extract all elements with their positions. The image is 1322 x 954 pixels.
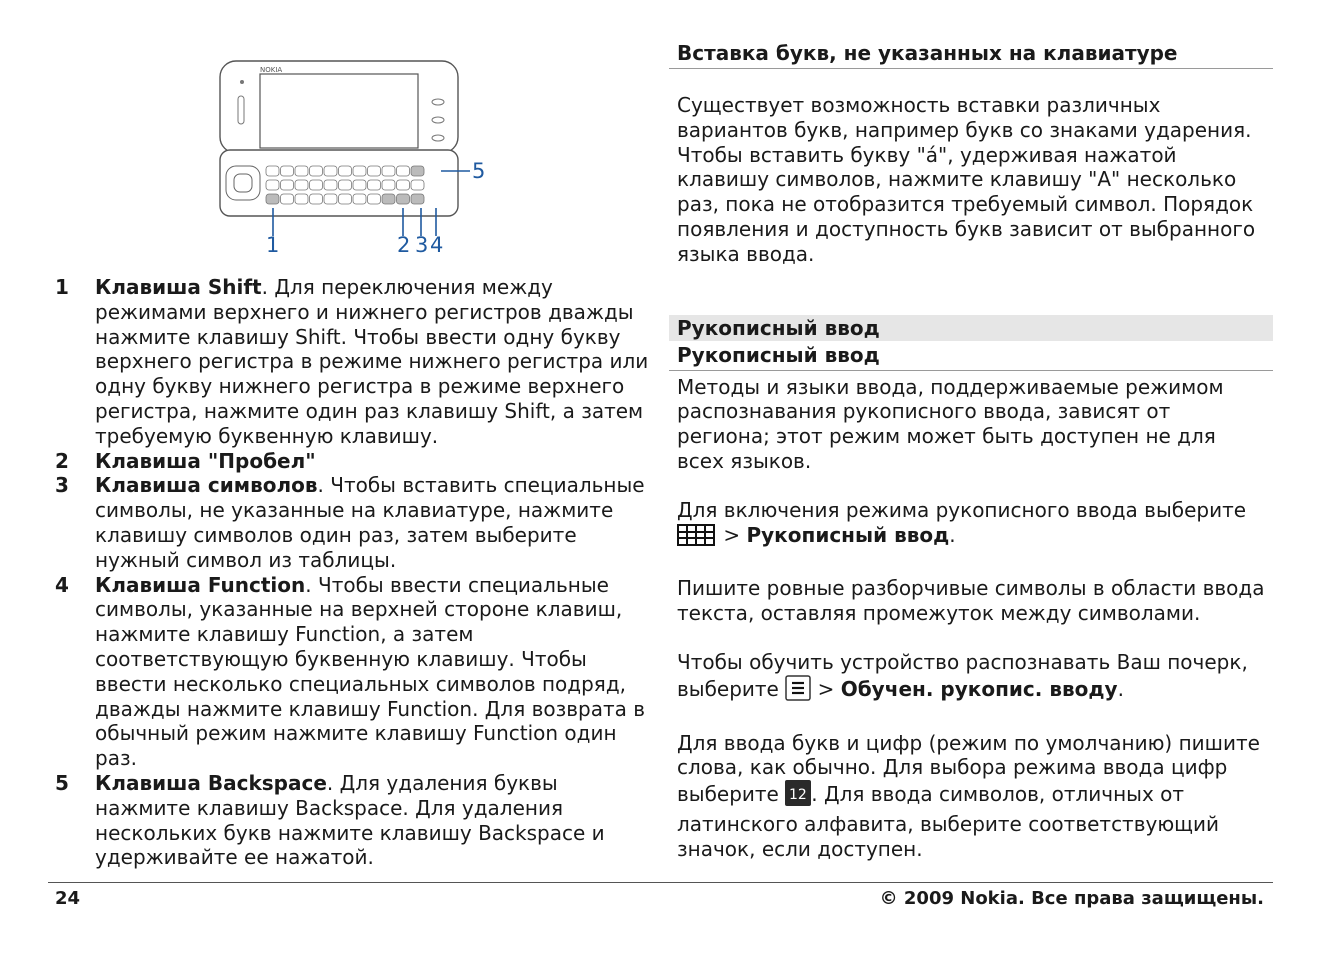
keyboard-key xyxy=(368,166,381,176)
enable-text: Для включения режима рукописного ввода выберите xyxy=(677,497,1247,522)
legend-title: Клавиша Function xyxy=(95,572,306,597)
menu-path-train: Обучен. рукопис. вводу xyxy=(840,676,1118,701)
numeric-icon-label: 12 xyxy=(789,787,808,804)
legend-number: 4 xyxy=(55,572,69,597)
keyboard-key xyxy=(295,194,308,204)
legend-text: . Чтобы ввести специальные символы, указанные на верхней стороне клавиш, нажмите клавишу Function, а затем соответствующую буквенную клавишу. Чтобы ввести несколько специальных символов подряд, дважды нажмите клавишу Function. Для возврата в обычный режим нажмите клавишу Function один раз. xyxy=(95,572,646,771)
keyboard-key xyxy=(324,194,337,204)
keyboard-key xyxy=(397,180,410,190)
paragraph-input-mode xyxy=(669,731,1273,862)
paragraph-handwriting-regions: Методы и языки ввода, поддерживаемые режимом распознавания рукописного ввода, зависят от региона; этот режим может быть доступен не для всех языков. xyxy=(677,374,1224,473)
keyboard-key xyxy=(324,166,337,176)
keyboard-key xyxy=(353,194,366,204)
legend-item-4 xyxy=(55,573,655,771)
keyboard-key xyxy=(411,180,424,190)
train-text: Чтобы обучить устройство распознавать Ваш почерк, выберите xyxy=(677,649,1248,701)
callout-5: 5 xyxy=(472,159,486,183)
keyboard-key xyxy=(411,166,424,176)
keyboard-key xyxy=(382,194,395,204)
legend-item-1 xyxy=(55,275,655,449)
keyboard-key xyxy=(266,194,279,204)
path-separator: > xyxy=(811,676,841,701)
keyboard-keys xyxy=(266,166,424,204)
legend-number: 5 xyxy=(55,770,69,795)
callout-2: 2 xyxy=(397,233,411,257)
legend-number: 2 xyxy=(55,448,69,473)
legend-item-3 xyxy=(55,473,655,572)
legend-text: . Для удаления буквы нажмите клавишу Backspace. Для удаления нескольких букв нажмите клавишу Backspace и удерживайте ее нажатой. xyxy=(95,770,605,870)
menu-path-handwriting: Рукописный ввод xyxy=(746,522,950,547)
keyboard-key xyxy=(310,194,323,204)
callout-3: 3 xyxy=(415,233,429,257)
legend-text: . Для переключения между режимами верхнего и нижнего регистров дважды нажмите клавишу Shift. Чтобы ввести одну букву верхнего регистра в режиме нижнего регистра или одну букву нижнего регистра в режиме верхнего регистра, нажмите один раз клавишу Shift, а затем требуемую буквенную клавишу. xyxy=(95,275,649,448)
path-separator: > xyxy=(717,522,747,547)
phone-keyboard-illustration xyxy=(210,58,500,258)
keyboard-key xyxy=(353,180,366,190)
legend-title: Клавиша "Пробел" xyxy=(95,448,316,473)
period: . xyxy=(949,522,956,547)
keyboard-key xyxy=(353,166,366,176)
page-number: 24 xyxy=(55,888,81,909)
callout-4: 4 xyxy=(430,233,444,257)
brand-label: NOKIA xyxy=(260,66,283,74)
keyboard-key xyxy=(339,194,352,204)
options-menu-icon[interactable] xyxy=(785,675,811,707)
paragraph-enable-handwriting xyxy=(669,498,1273,553)
legend-number: 3 xyxy=(55,473,69,498)
keyboard-key xyxy=(310,180,323,190)
legend-item-2 xyxy=(55,449,655,474)
legend-title: Клавиша символов xyxy=(95,473,318,498)
section-title-handwriting: Рукописный ввод xyxy=(669,341,1273,371)
numeric-mode-icon[interactable] xyxy=(785,780,811,812)
section-bar-handwriting: Рукописный ввод xyxy=(669,315,1273,341)
keyboard-key xyxy=(382,180,395,190)
keyboard-key xyxy=(339,166,352,176)
keyboard-key xyxy=(339,180,352,190)
keyboard-key xyxy=(324,180,337,190)
keyboard-key xyxy=(281,194,294,204)
legend-title: Клавиша Backspace xyxy=(95,770,327,795)
legend-text: . Чтобы вставить специальные символы, не указанные на клавиатуре, нажмите клавишу символов один раз, затем выберите нужный символ из таблицы. xyxy=(95,473,645,572)
copyright: © 2009 Nokia. Все права защищены. xyxy=(879,888,1264,909)
keyboard-key xyxy=(397,194,410,204)
input-mode-text-2: . Для ввода символов, отличных от латинского алфавита, выберите соответствующий значок, если доступен. xyxy=(677,782,1220,861)
keyboard-key xyxy=(397,166,410,176)
legend-number: 1 xyxy=(55,275,69,299)
keyboard-key xyxy=(281,180,294,190)
key-legend-list xyxy=(55,275,655,870)
keyboard-key xyxy=(266,166,279,176)
legend-title: Клавиша Shift xyxy=(95,275,262,299)
keyboard-key xyxy=(266,180,279,190)
footer-divider xyxy=(48,882,1273,883)
grid-menu-icon[interactable] xyxy=(677,523,717,553)
paragraph-insert-letters: Существует возможность вставки различных вариантов букв, например букв со знаками ударения. Чтобы вставить букву "á", удерживая нажатой клавишу символов, нажмите клавишу "A" несколько раз, пока не отобразится требуемый символ. Порядок появления и доступность букв зависит от выбранного языка ввода. xyxy=(677,93,1256,266)
phone-drawing xyxy=(210,58,500,258)
keyboard-key xyxy=(310,166,323,176)
keyboard-key xyxy=(295,166,308,176)
keyboard-key xyxy=(368,194,381,204)
input-mode-text: Для ввода букв и цифр (режим по умолчанию) пишите слова, как обычно. Для выбора режима ввода цифр выберите xyxy=(677,730,1260,807)
keyboard-key xyxy=(382,166,395,176)
keyboard-key xyxy=(295,180,308,190)
section-title-insert-letters: Вставка букв, не указанных на клавиатуре xyxy=(669,38,1273,69)
keyboard-key xyxy=(368,180,381,190)
paragraph-write-clearly: Пишите ровные разборчивые символы в области ввода текста, оставляя промежуток между символами. xyxy=(677,576,1265,626)
keyboard-key xyxy=(411,194,424,204)
keyboard-key xyxy=(281,166,294,176)
period: . xyxy=(1117,676,1124,701)
paragraph-train-device xyxy=(669,650,1273,707)
right-column xyxy=(669,38,1273,862)
callout-1: 1 xyxy=(266,233,280,257)
legend-item-5 xyxy=(55,771,655,870)
